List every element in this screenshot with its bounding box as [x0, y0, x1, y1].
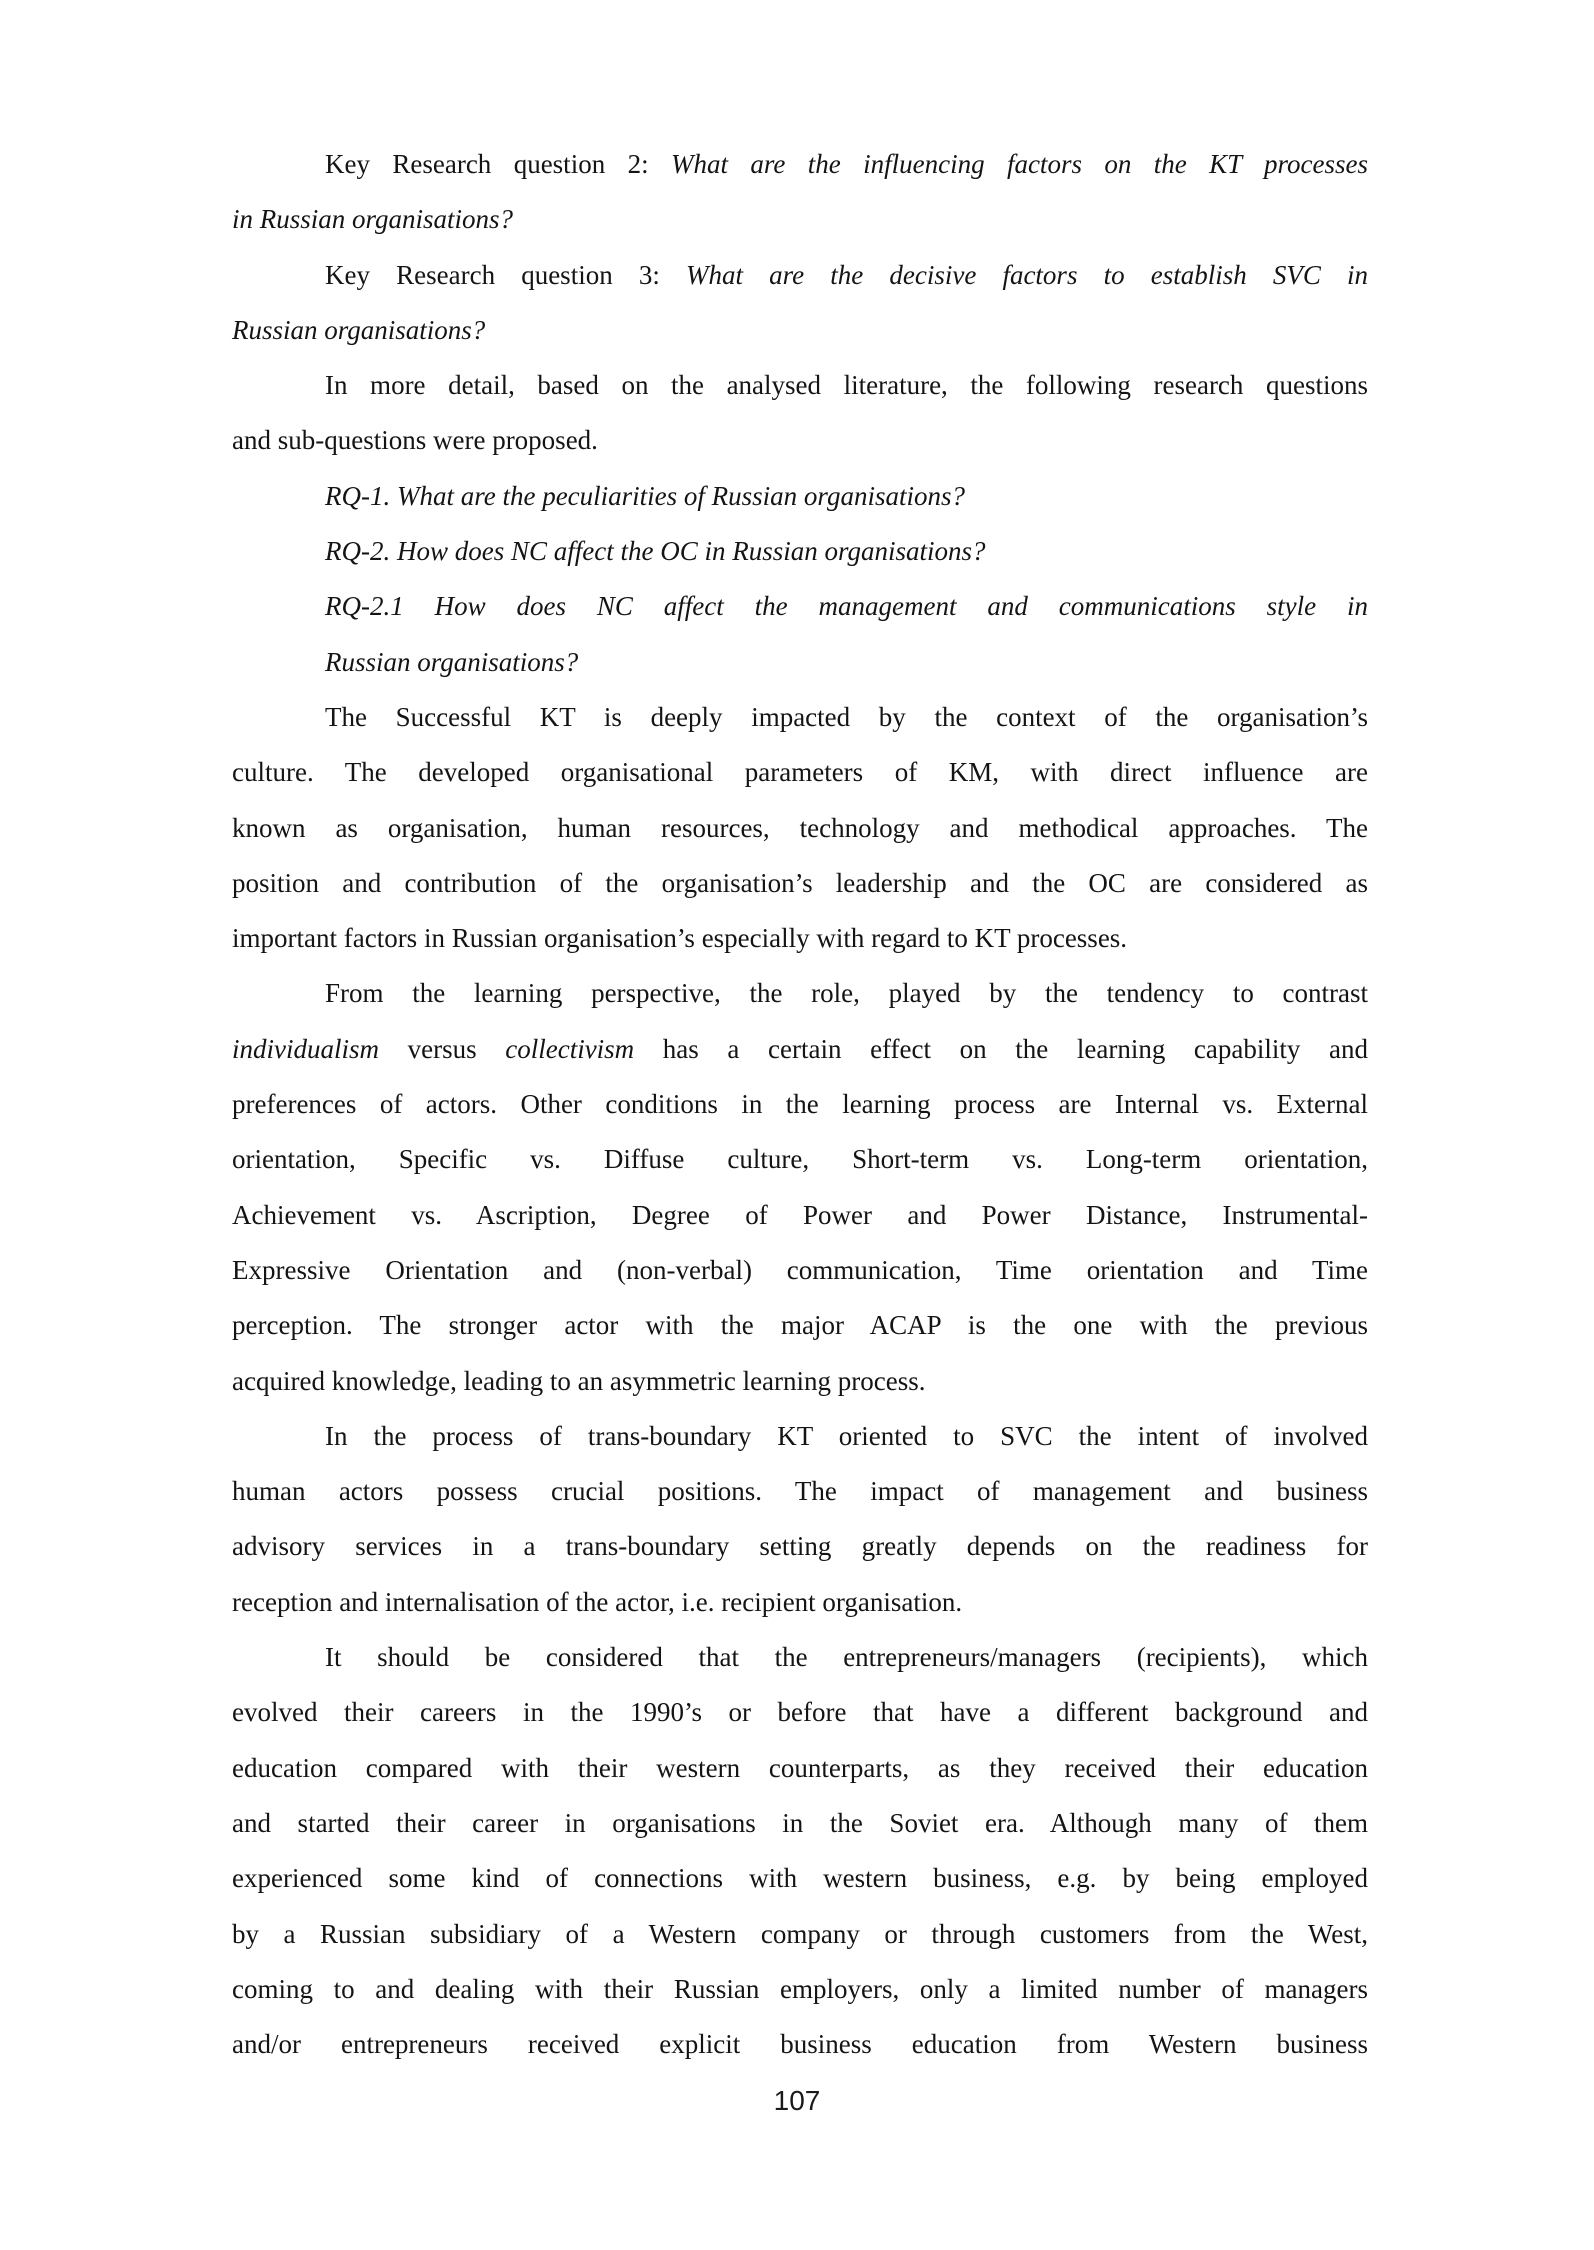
- text-line: [232, 137, 1368, 192]
- paragraph: [232, 358, 1368, 469]
- text-line: [232, 801, 1368, 856]
- text-line: [232, 413, 1368, 468]
- text-line: [232, 1907, 1368, 1962]
- paragraph: [232, 248, 1368, 359]
- text-line: [232, 303, 1368, 358]
- text-segment: In the process of trans-boundary KT oriented to SVC the intent of involved: [325, 1420, 1368, 1451]
- text-segment: human actors possess crucial positions. The impact of management and business: [232, 1476, 1368, 1507]
- italic-text-segment: What are the influencing factors on the KT processes: [670, 149, 1368, 179]
- text-segment: versus: [379, 1033, 506, 1064]
- italic-text-segment: Russian organisations?: [325, 646, 579, 677]
- text-segment: coming to and dealing with their Russian employers, only a limited number of managers: [232, 1973, 1368, 2004]
- text-segment: Expressive Orientation and (non-verbal) communication, Time orientation and Time: [232, 1254, 1368, 1285]
- text-segment: Key Research question 2:: [325, 149, 671, 179]
- text-segment: known as organisation, human resources, technology and methodical approaches. The: [232, 812, 1368, 843]
- italic-text-segment: What are the decisive factors to establish SVC in: [685, 259, 1369, 290]
- text-segment: has a certain effect on the learning capability and: [634, 1033, 1368, 1064]
- text-segment: From the learning perspective, the role, played by the tendency to contrast: [325, 978, 1368, 1009]
- text-line: [325, 579, 1368, 634]
- text-line: [232, 966, 1368, 1021]
- italic-text-segment: RQ-2.1 How does NC affect the management and communications style in: [325, 591, 1368, 622]
- text-line: [232, 1132, 1368, 1187]
- text-line: [232, 1851, 1368, 1906]
- text-line: [232, 911, 1368, 966]
- text-segment: and sub-questions were proposed.: [232, 425, 598, 456]
- paragraph: [325, 469, 1368, 524]
- text-line: [232, 358, 1368, 413]
- text-line: [232, 1962, 1368, 2017]
- italic-text-segment: individualism: [232, 1033, 379, 1064]
- text-segment: evolved their careers in the 1990’s or before that have a different background and: [232, 1697, 1368, 1728]
- text-segment: and/or entrepreneurs received explicit business education from Western business: [232, 2029, 1368, 2060]
- paragraph: [232, 1630, 1368, 2072]
- paragraph: [232, 1409, 1368, 1630]
- italic-text-segment: Russian organisations?: [232, 314, 486, 345]
- text-segment: position and contribution of the organisation’s leadership and the OC are considered as: [232, 867, 1368, 898]
- text-line: [232, 1575, 1368, 1630]
- paragraph: [325, 524, 1368, 579]
- text-segment: perception. The stronger actor with the major ACAP is the one with the previous: [232, 1310, 1368, 1341]
- text-segment: and started their career in organisations in the Soviet era. Although many of them: [232, 1807, 1368, 1838]
- text-segment: Key Research question 3:: [325, 259, 686, 290]
- text-segment: culture. The developed organisational parameters of KM, with direct influence are: [232, 757, 1368, 788]
- text-line: [325, 524, 1368, 579]
- text-line: [232, 1022, 1368, 1077]
- text-line: [232, 1796, 1368, 1851]
- text-segment: experienced some kind of connections with western business, e.g. by being employed: [232, 1863, 1368, 1894]
- text-segment: reception and internalisation of the actor, i.e. recipient organisation.: [232, 1586, 963, 1617]
- text-segment: It should be considered that the entrepreneurs/managers (recipients), which: [325, 1642, 1368, 1673]
- text-line: [232, 1354, 1368, 1409]
- text-line: [232, 1519, 1368, 1574]
- text-segment: education compared with their western counterparts, as they received their education: [232, 1752, 1368, 1783]
- text-line: [232, 248, 1368, 303]
- text-line: [232, 2017, 1368, 2072]
- text-segment: In more detail, based on the analysed literature, the following research questions: [325, 370, 1368, 401]
- paragraph: [232, 137, 1368, 248]
- text-line: [232, 745, 1368, 800]
- italic-text-segment: RQ-1. What are the peculiarities of Russian organisations?: [325, 480, 965, 511]
- text-line: [232, 1685, 1368, 1740]
- text-segment: The Successful KT is deeply impacted by the context of the organisation’s: [325, 701, 1368, 732]
- text-line: [232, 1188, 1368, 1243]
- text-segment: acquired knowledge, leading to an asymmetric learning process.: [232, 1365, 926, 1396]
- paragraph: [232, 966, 1368, 1408]
- text-segment: preferences of actors. Other conditions in the learning process are Internal vs. External: [232, 1089, 1368, 1120]
- paragraph: [232, 690, 1368, 966]
- text-line: [232, 1077, 1368, 1132]
- text-segment: by a Russian subsidiary of a Western company or through customers from the West,: [232, 1918, 1368, 1949]
- text-segment: important factors in Russian organisation’s especially with regard to KT processes.: [232, 923, 1128, 954]
- text-line: [232, 192, 1368, 247]
- text-line: [232, 1741, 1368, 1796]
- text-line: [232, 1630, 1368, 1685]
- text-line: [232, 1298, 1368, 1353]
- page-number: 107: [773, 2085, 821, 2116]
- italic-text-segment: RQ-2. How does NC affect the OC in Russian organisations?: [325, 536, 986, 567]
- text-line: [232, 1464, 1368, 1519]
- text-line: [232, 856, 1368, 911]
- text-line: [325, 635, 1368, 690]
- page-body: [232, 137, 1368, 2072]
- text-line: [325, 469, 1368, 524]
- text-line: [232, 1243, 1368, 1298]
- italic-text-segment: collectivism: [505, 1033, 635, 1064]
- paragraph: [325, 579, 1368, 690]
- text-line: [232, 690, 1368, 745]
- text-segment: advisory services in a trans-boundary setting greatly depends on the readiness for: [232, 1531, 1368, 1562]
- text-line: [232, 1409, 1368, 1464]
- italic-text-segment: in Russian organisations?: [232, 204, 514, 235]
- text-segment: Achievement vs. Ascription, Degree of Power and Power Distance, Instrumental-: [232, 1199, 1368, 1230]
- text-segment: orientation, Specific vs. Diffuse culture, Short-term vs. Long-term orientation,: [232, 1144, 1368, 1175]
